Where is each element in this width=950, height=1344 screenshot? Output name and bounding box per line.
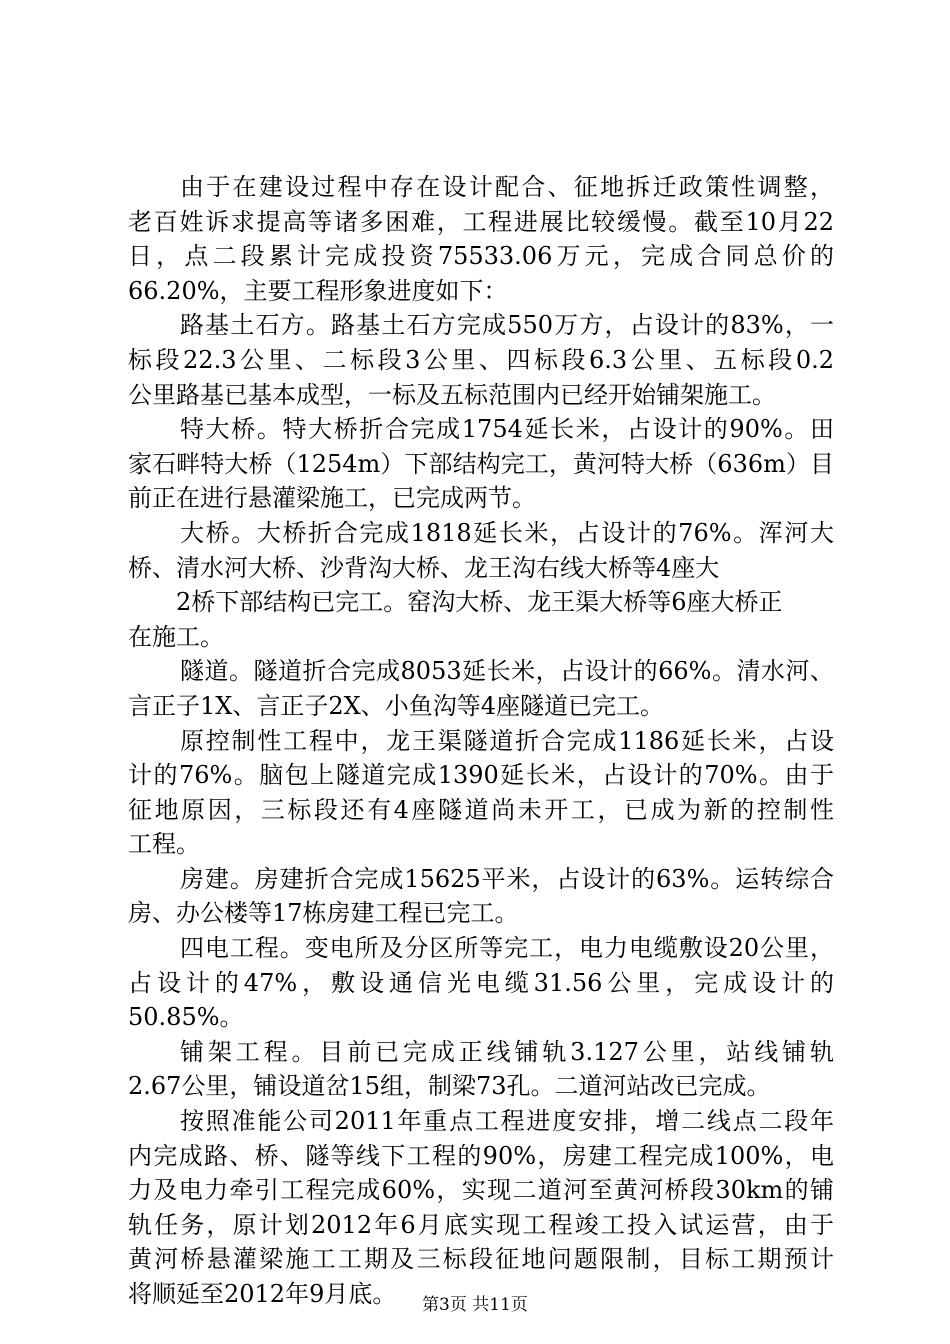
text-line: 计的76%。脑包上隧道完成1390延长米，占设计的70%。由于 <box>128 761 834 790</box>
text-line: 在施工。 <box>128 622 224 651</box>
text-line: 由于在建设过程中存在设计配合、征地拆迁政策性调整， <box>180 173 834 201</box>
text-line: 特大桥。特大桥折合完成1754延长米，占设计的90%。田 <box>180 415 834 444</box>
text-line: 66.20%，主要工程形象进度如下： <box>128 276 508 305</box>
text-line: 轨任务，原计划2012年6月底实现工程竣工投入试运营，由于 <box>128 1210 834 1239</box>
text-line: 铺架工程。目前已完成正线铺轨3.127公里，站线铺轨 <box>180 1037 834 1066</box>
text-line: 征地原因，三标段还有4座隧道尚未开工，已成为新的控制性 <box>128 795 834 824</box>
text-line: 2.67公里，铺设道岔15组，制梁73孔。二道河站改已完成。 <box>128 1072 771 1101</box>
text-line: 按照准能公司2011年重点工程进度安排，增二线点二段年 <box>180 1107 834 1136</box>
text-line: 力及电力牵引工程完成60%，实现二道河至黄河桥段30km的铺 <box>128 1176 834 1205</box>
text-line: 隧道。隧道折合完成8053延长米，占设计的66%。清水河、 <box>180 657 834 686</box>
page-number-label: 第3页 共11页 <box>422 1295 528 1315</box>
text-line: 前正在进行悬灌梁施工，已完成两节。 <box>128 484 536 513</box>
text-line: 日，点二段累计完成投资75533.06万元，完成合同总价的 <box>128 242 834 271</box>
text-line: 公里路基已基本成型，一标及五标范围内已经开始铺架施工。 <box>128 380 776 409</box>
text-line: 占设计的47%，敷设通信光电缆31.56公里，完成设计的 <box>128 968 834 997</box>
text-line: 四电工程。变电所及分区所等完工，电力电缆敷设20公里， <box>180 934 834 963</box>
document-body <box>128 170 834 1312</box>
text-line: 桥、清水河大桥、沙背沟大桥、龙王沟右线大桥等4座大 <box>128 553 720 582</box>
text-line: 大桥。大桥折合完成1818延长米，占设计的76%。浑河大 <box>180 518 834 547</box>
text-line: 将顺延至2012年9月底。 <box>128 1280 397 1308</box>
text-line: 家石畔特大桥（1254m）下部结构完工，黄河特大桥（636m）目 <box>128 449 834 478</box>
text-line: 路基土石方。路基土石方完成550万方，占设计的83%，一 <box>180 311 834 340</box>
text-line: 房、办公楼等17栋房建工程已完工。 <box>128 899 519 928</box>
text-line: 原控制性工程中，龙王渠隧道折合完成1186延长米，占设 <box>180 726 834 755</box>
text-line: 房建。房建折合完成15625平米，占设计的63%。运转综合 <box>180 864 834 893</box>
page-footer <box>0 1290 950 1315</box>
text-line: 内完成路、桥、隧等线下工程的90%，房建工程完成100%，电 <box>128 1141 834 1170</box>
text-line: 50.85%。 <box>128 1003 244 1032</box>
text-line: 言正子1X、言正子2X、小鱼沟等4座隧道已完工。 <box>128 691 664 720</box>
text-line: 工程。 <box>128 830 200 859</box>
text-line: 2桥下部结构已完工。窑沟大桥、龙王渠大桥等6座大桥正 <box>176 588 783 617</box>
text-line: 黄河桥悬灌梁施工工期及三标段征地问题限制，目标工期预计 <box>128 1245 834 1274</box>
text-line: 老百姓诉求提高等诸多困难，工程进展比较缓慢。截至10月22 <box>128 207 834 236</box>
text-line: 标段22.3公里、二标段3公里、四标段6.3公里、五标段0.2 <box>128 345 834 374</box>
